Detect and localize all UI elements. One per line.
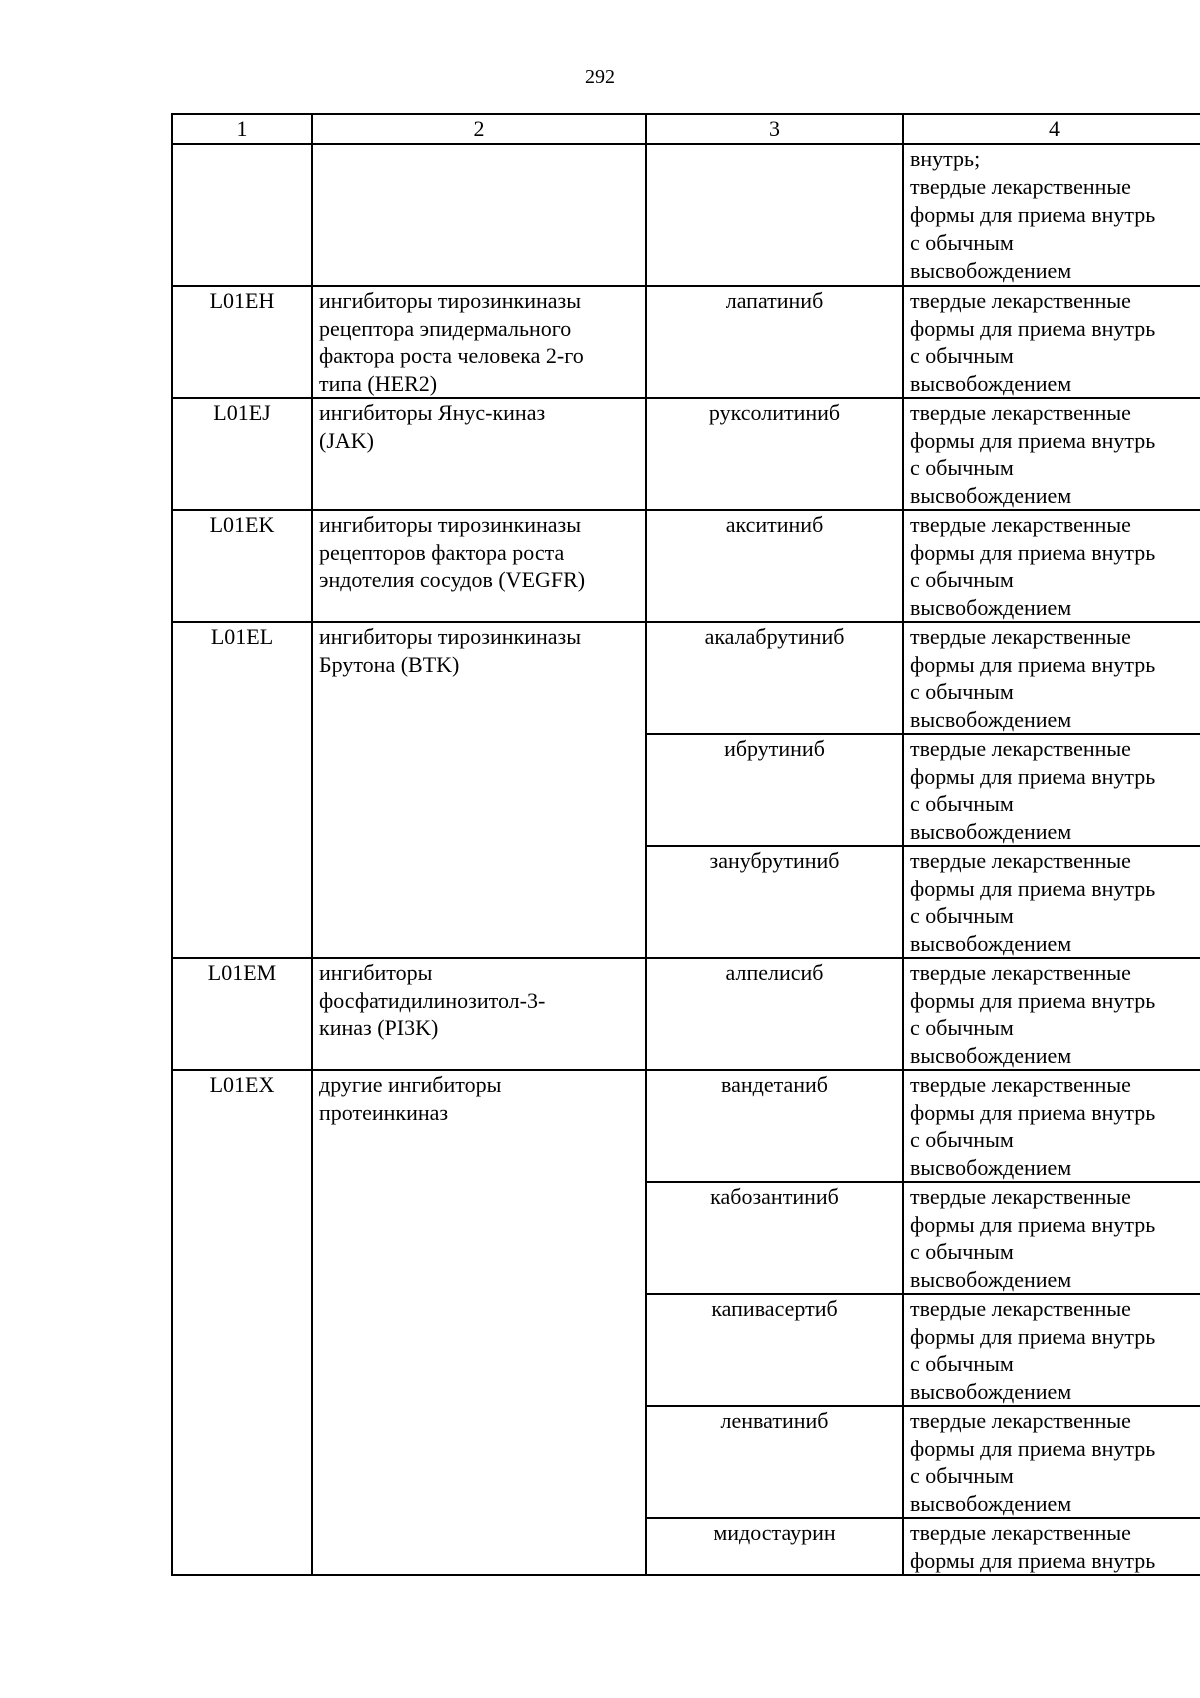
dosage-form-line: высвобождением (910, 1378, 1072, 1404)
dosage-form-line: формы для приема внутрь (910, 763, 1156, 789)
group-line: протеинкиназ (319, 1099, 449, 1125)
drug-cell: лапатиниб (646, 286, 903, 398)
dosage-form-line: твердые лекарственные (910, 960, 1131, 985)
dosage-form-cell (903, 734, 1200, 846)
dosage-form-line: внутрь; (910, 146, 981, 171)
group-cell (312, 622, 646, 958)
group-line: фосфатидилинозитол-3- (319, 987, 546, 1013)
code-cell (172, 144, 312, 286)
drug-cell: ибрутиниб (646, 734, 903, 846)
header-col-2: 2 (312, 114, 646, 144)
code-cell: L01EL (172, 622, 312, 958)
dosage-form-line: формы для приема внутрь (910, 202, 1156, 227)
group-line: ингибиторы Янус-киназ (319, 400, 546, 425)
group-cell (312, 286, 646, 398)
group-line: рецептора эпидермального (319, 315, 572, 341)
drug-cell: руксолитиниб (646, 398, 903, 510)
group-line: рецепторов фактора роста (319, 539, 565, 565)
drug-cell: капивасертиб (646, 1294, 903, 1406)
code-cell: L01EM (172, 958, 312, 1070)
drug-cell: мидостаурин (646, 1518, 903, 1575)
dosage-form-line: с обычным (910, 1015, 1014, 1040)
dosage-form-line: твердые лекарственные (910, 288, 1131, 313)
dosage-form-line: высвобождением (910, 482, 1072, 508)
dosage-form-line: формы для приема внутрь (910, 427, 1156, 453)
dosage-form-line: с обычным (910, 230, 1014, 255)
code-cell: L01EJ (172, 398, 312, 510)
header-col-3: 3 (646, 114, 903, 144)
dosage-form-line: высвобождением (910, 370, 1072, 396)
dosage-form-line: с обычным (910, 455, 1014, 480)
dosage-form-line: формы для приема внутрь (910, 875, 1156, 901)
dosage-form-line: формы для приема внутрь (910, 1099, 1156, 1125)
dosage-form-line: высвобождением (910, 706, 1072, 732)
dosage-form-line: твердые лекарственные (910, 512, 1131, 537)
table-row-l01ej (172, 398, 1200, 510)
dosage-form-line: высвобождением (910, 1266, 1072, 1292)
table-row-l01ex (172, 1070, 1200, 1182)
dosage-form-line: формы для приема внутрь (910, 1547, 1156, 1573)
group-line: типа (HER2) (319, 370, 438, 396)
group-cell (312, 1070, 646, 1575)
dosage-form-cell (903, 1294, 1200, 1406)
dosage-form-line: с обычным (910, 1463, 1014, 1488)
dosage-form-line: с обычным (910, 343, 1014, 368)
table-row-l01eh (172, 286, 1200, 398)
group-line: ингибиторы тирозинкиназы (319, 624, 582, 649)
drug-cell: акалабрутиниб (646, 622, 903, 734)
drug-cell: алпелисиб (646, 958, 903, 1070)
dosage-form-line: твердые лекарственные (910, 624, 1131, 649)
dosage-form-line: высвобождением (910, 594, 1072, 620)
dosage-form-cell (903, 846, 1200, 958)
dosage-form-line: твердые лекарственные (910, 400, 1131, 425)
drug-cell: вандетаниб (646, 1070, 903, 1182)
dosage-form-cell (903, 1406, 1200, 1518)
drug-cell: ленватиниб (646, 1406, 903, 1518)
group-line: другие ингибиторы (319, 1072, 502, 1097)
group-cell (312, 510, 646, 622)
group-line: эндотелия сосудов (VEGFR) (319, 567, 586, 592)
header-col-1: 1 (172, 114, 312, 144)
drug-cell: кабозантиниб (646, 1182, 903, 1294)
table-row-l01ek (172, 510, 1200, 622)
dosage-form-line: твердые лекарственные (910, 736, 1131, 761)
group-cell (312, 144, 646, 286)
dosage-form-line: твердые лекарственные (910, 174, 1131, 199)
dosage-form-line: твердые лекарственные (910, 1296, 1131, 1321)
group-line: фактора роста человека 2-го (319, 343, 584, 368)
table-row-l01em (172, 958, 1200, 1070)
group-cell (312, 958, 646, 1070)
dosage-form-line: формы для приема внутрь (910, 315, 1156, 341)
table-row-continuation (172, 144, 1200, 286)
table-row-l01el (172, 622, 1200, 734)
dosage-form-line: твердые лекарственные (910, 1184, 1131, 1209)
dosage-form-line: формы для приема внутрь (910, 987, 1156, 1013)
dosage-form-cell (903, 510, 1200, 622)
dosage-form-line: высвобождением (910, 930, 1072, 956)
table-header-row (172, 114, 1200, 144)
header-col-4: 4 (903, 114, 1200, 144)
code-cell: L01EX (172, 1070, 312, 1575)
group-line: ингибиторы тирозинкиназы (319, 512, 582, 537)
dosage-form-line: с обычным (910, 1351, 1014, 1376)
dosage-form-line: высвобождением (910, 1154, 1072, 1180)
dosage-form-line: формы для приема внутрь (910, 1435, 1156, 1461)
dosage-form-cell (903, 286, 1200, 398)
group-line: Брутона (BTK) (319, 651, 460, 677)
dosage-form-line: формы для приема внутрь (910, 1323, 1156, 1349)
dosage-form-line: с обычным (910, 1239, 1014, 1264)
dosage-form-line: с обычным (910, 1127, 1014, 1152)
dosage-form-line: формы для приема внутрь (910, 651, 1156, 677)
dosage-form-line: высвобождением (910, 1042, 1072, 1068)
group-line: ингибиторы (319, 960, 433, 985)
group-line: (JAK) (319, 427, 374, 453)
dosage-form-line: твердые лекарственные (910, 1072, 1131, 1097)
drug-cell: акситиниб (646, 510, 903, 622)
code-cell: L01EH (172, 286, 312, 398)
dosage-form-cell (903, 1518, 1200, 1575)
dosage-form-line: твердые лекарственные (910, 1520, 1131, 1545)
dosage-form-line: с обычным (910, 903, 1014, 928)
drug-cell (646, 144, 903, 286)
dosage-form-line: твердые лекарственные (910, 1408, 1131, 1433)
dosage-form-cell (903, 958, 1200, 1070)
dosage-form-cell (903, 622, 1200, 734)
dosage-form-line: высвобождением (910, 818, 1072, 844)
dosage-form-cell (903, 1182, 1200, 1294)
dosage-form-line: с обычным (910, 567, 1014, 592)
dosage-form-line: твердые лекарственные (910, 848, 1131, 873)
code-cell: L01EK (172, 510, 312, 622)
dosage-form-line: с обычным (910, 679, 1014, 704)
dosage-form-cell (903, 398, 1200, 510)
dosage-form-line: высвобождением (910, 1490, 1072, 1516)
page-number: 292 (585, 66, 615, 88)
dosage-form-line: с обычным (910, 791, 1014, 816)
drug-classification-table (171, 113, 1200, 1576)
drug-cell: занубрутиниб (646, 846, 903, 958)
dosage-form-cell (903, 144, 1200, 286)
dosage-form-line: формы для приема внутрь (910, 1211, 1156, 1237)
dosage-form-line: формы для приема внутрь (910, 539, 1156, 565)
group-line: киназ (PI3K) (319, 1015, 439, 1040)
group-cell (312, 398, 646, 510)
dosage-form-line: высвобождением (910, 258, 1072, 283)
group-line: ингибиторы тирозинкиназы (319, 288, 582, 313)
dosage-form-cell (903, 1070, 1200, 1182)
